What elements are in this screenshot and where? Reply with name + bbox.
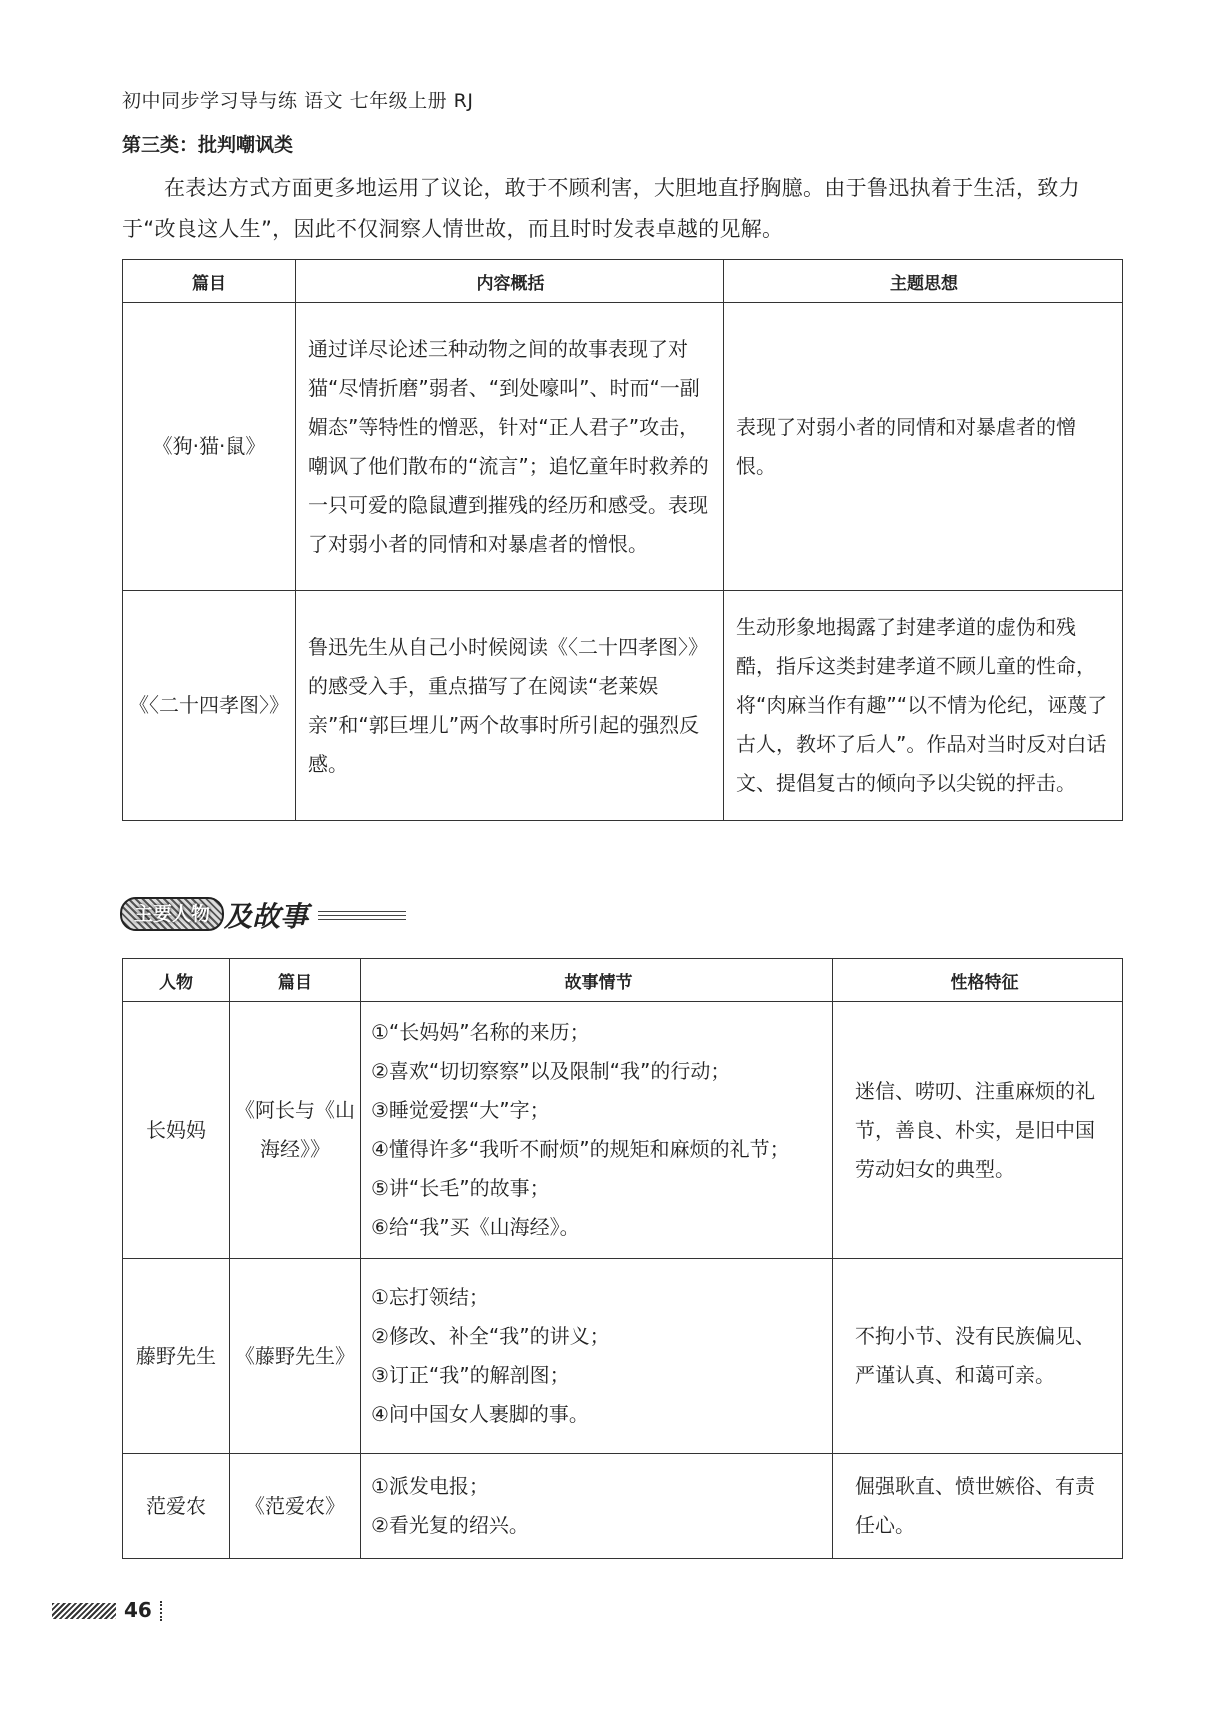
personality-traits: 倔强耿直、愤世嫉俗、有责任心。 xyxy=(833,1454,1123,1559)
character-name: 范爱农 xyxy=(123,1454,230,1559)
table-row xyxy=(123,1002,1123,1259)
footer-decoration xyxy=(52,1603,116,1619)
plot-item: ⑤讲“长毛”的故事； xyxy=(371,1176,550,1200)
content-summary: 通过详尽论述三种动物之间的故事表现了对猫“尽情折磨”弱者、“到处嚎叫”、时而“一副媚态”等特性的憎恶，针对“正人君子”攻击，嘲讽了他们散布的“流言”；追忆童年时救养的一只可爱的隐鼠遭到摧残的经历和感受。表现了对弱小者的同情和对暴虐者的憎恨。 xyxy=(296,303,724,591)
table-row xyxy=(123,1259,1123,1454)
work-title: 《范爱农》 xyxy=(230,1454,361,1559)
work-title: 《阿长与《山海经》》 xyxy=(230,1002,361,1259)
plot-cell xyxy=(361,1002,833,1259)
work-title: 《〈二十四孝图〉》 xyxy=(123,591,296,821)
table-header-row xyxy=(123,260,1123,303)
decorative-lines xyxy=(318,911,406,923)
plot-item: ①“长妈妈”名称的来历； xyxy=(371,1020,590,1044)
section-banner xyxy=(120,893,420,933)
plot-item: ①派发电报； xyxy=(371,1474,489,1498)
plot-item: ①忘打领结； xyxy=(371,1285,489,1309)
theme: 表现了对弱小者的同情和对暴虐者的憎恨。 xyxy=(724,303,1123,591)
characters-table xyxy=(122,958,1123,1559)
character-name: 长妈妈 xyxy=(123,1002,230,1259)
plot-item: ④问中国女人裹脚的事。 xyxy=(371,1402,589,1426)
table-row xyxy=(123,591,1123,821)
plot-item: ②喜欢“切切察察”以及限制“我”的行动； xyxy=(371,1059,731,1083)
plot-cell xyxy=(361,1454,833,1559)
column-header: 篇目 xyxy=(230,959,361,1002)
character-name: 藤野先生 xyxy=(123,1259,230,1454)
column-header: 主题思想 xyxy=(724,260,1123,303)
plot-item: ②修改、补全“我”的讲义； xyxy=(371,1324,610,1348)
works-table xyxy=(122,259,1123,821)
plot-item: ④懂得许多“我听不耐烦”的规矩和麻烦的礼节； xyxy=(371,1137,790,1161)
plot-item: ③订正“我”的解剖图； xyxy=(371,1363,570,1387)
personality-traits: 迷信、唠叨、注重麻烦的礼节，善良、朴实，是旧中国劳动妇女的典型。 xyxy=(833,1002,1123,1259)
column-header: 人物 xyxy=(123,959,230,1002)
plot-item: ②看光复的绍兴。 xyxy=(371,1513,529,1537)
plot-item: ⑥给“我”买《山海经》。 xyxy=(371,1215,580,1239)
column-header: 篇目 xyxy=(123,260,296,303)
table-row xyxy=(123,303,1123,591)
banner-title: 及故事 xyxy=(224,900,309,933)
intro-paragraph: 在表达方式方面更多地运用了议论，敢于不顾利害，大胆地直抒胸臆。由于鲁迅执着于生活，致力于“改良这人生”，因此不仅洞察人情世故，而且时时发表卓越的见解。 xyxy=(122,176,1080,241)
content-summary: 鲁迅先生从自己小时候阅读《〈二十四孝图〉》的感受入手，重点描写了在阅读“老莱娱亲”和“郭巨埋儿”两个故事时所引起的强烈反感。 xyxy=(296,591,724,821)
plot-item: ③睡觉爱摆“大”字； xyxy=(371,1098,550,1122)
running-header: 初中同步学习导与练 语文 七年级上册 RJ xyxy=(122,90,474,112)
personality-traits: 不拘小节、没有民族偏见、严谨认真、和蔼可亲。 xyxy=(833,1259,1123,1454)
footer-divider xyxy=(160,1601,164,1621)
work-title: 《藤野先生》 xyxy=(230,1259,361,1454)
table-header-row xyxy=(123,959,1123,1002)
plot-cell xyxy=(361,1259,833,1454)
theme: 生动形象地揭露了封建孝道的虚伪和残酷，指斥这类封建孝道不顾儿童的性命，将“肉麻当作有趣”“以不情为伦纪，诬蔑了古人，教坏了后人”。作品对当时反对白话文、提倡复古的倾向予以尖锐的抨击。 xyxy=(724,591,1123,821)
column-header: 内容概括 xyxy=(296,260,724,303)
work-title: 《狗·猫·鼠》 xyxy=(123,303,296,591)
banner-badge: 主要人物 xyxy=(120,897,224,931)
column-header: 故事情节 xyxy=(361,959,833,1002)
table-row xyxy=(123,1454,1123,1559)
column-header: 性格特征 xyxy=(833,959,1123,1002)
section-title: 第三类：批判嘲讽类 xyxy=(122,134,294,156)
page-number: 46 xyxy=(124,1598,152,1622)
